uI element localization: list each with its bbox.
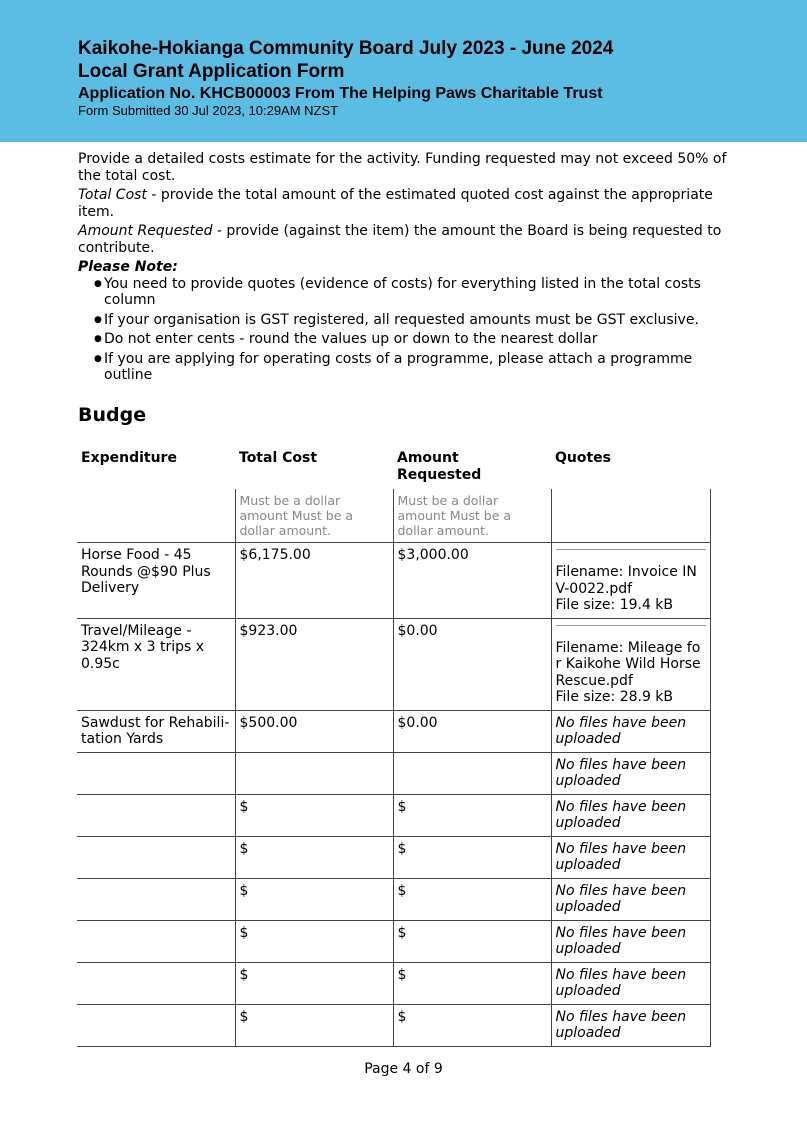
note-list (98, 276, 728, 384)
note-item: ● If your organisation is GST registered, all requested amounts must be GST exclusive. (98, 312, 728, 329)
file-name: Filename: Mileage for Kaikohe Wild Horse Rescue.pdf (555, 639, 701, 689)
total-cost-cell: $6,175.00 (235, 543, 393, 619)
amount-requested-cell (393, 752, 551, 794)
budget-heading: Budge (78, 404, 147, 426)
please-note-label: Please Note: (78, 259, 178, 275)
quotes-cell (551, 618, 710, 710)
hint-amount-requested: Must be a dollar amount Must be a dollar amount. (393, 489, 551, 543)
note-item: ● You need to provide quotes (evidence of costs) for everything listed in the total costs column (98, 276, 728, 309)
table-row (77, 794, 710, 836)
table-row (77, 752, 710, 794)
expenditure-cell (77, 1004, 235, 1046)
term-amount-requested: Amount Requested (78, 223, 213, 239)
expenditure-cell (77, 752, 235, 794)
hint-total-cost: Must be a dollar amount Must be a dollar amount. (235, 489, 393, 543)
file-name: Filename: Invoice INV-0022.pdf (555, 564, 697, 597)
column-header-expenditure: Expenditure (81, 450, 177, 466)
total-cost-cell: $ (235, 878, 393, 920)
file-size: File size: 28.9 kB (555, 689, 674, 705)
total-cost-cell: $ (235, 794, 393, 836)
table-row (77, 920, 710, 962)
expenditure-cell: Sawdust for Rehabili-tation Yards (77, 710, 235, 752)
table-row (77, 836, 710, 878)
expenditure-cell: Travel/Mileage - 324km x 3 trips x 0.95c (77, 618, 235, 710)
instruction-amount-requested (78, 223, 728, 256)
form-title-line1: Kaikohe-Hokianga Community Board July 2023 - June 2024 (78, 38, 614, 59)
amount-requested-cell: $ (393, 920, 551, 962)
uploaded-file[interactable] (556, 625, 706, 706)
term-total-cost: Total Cost (78, 187, 147, 203)
amount-requested-cell: $0.00 (393, 710, 551, 752)
amount-requested-cell: $ (393, 1004, 551, 1046)
amount-requested-cell: $0.00 (393, 618, 551, 710)
form-title-line2: Local Grant Application Form (78, 61, 345, 82)
note-item: ● If you are applying for operating costs of a programme, please attach a programme outline (98, 351, 728, 384)
expenditure-cell: Horse Food - 45 Rounds @$90 Plus Delivery (77, 543, 235, 619)
column-header-quotes: Quotes (555, 450, 612, 466)
expenditure-cell (77, 878, 235, 920)
total-cost-cell: $500.00 (235, 710, 393, 752)
total-cost-cell: $ (235, 1004, 393, 1046)
quotes-cell: No files have been uploaded (551, 836, 710, 878)
quotes-cell: No files have been uploaded (551, 794, 710, 836)
table-row (77, 710, 710, 752)
hint-row (77, 489, 710, 543)
amount-requested-cell: $ (393, 878, 551, 920)
total-cost-cell: $ (235, 962, 393, 1004)
total-cost-cell: $923.00 (235, 618, 393, 710)
column-header-total-cost: Total Cost (239, 450, 318, 466)
total-cost-cell (235, 752, 393, 794)
quotes-cell: No files have been uploaded (551, 1004, 710, 1046)
application-number: Application No. KHCB00003 From The Helping Paws Charitable Trust (78, 85, 603, 102)
instructions (78, 151, 728, 387)
instruction-paragraph: Provide a detailed costs estimate for the activity. Funding requested may not exceed 50% of the total cost. (78, 151, 727, 184)
quotes-cell: No files have been uploaded (551, 920, 710, 962)
quotes-cell: No files have been uploaded (551, 962, 710, 1004)
column-header-amount-requested: Amount Requested (397, 450, 482, 483)
total-cost-description: - provide the total amount of the estimated quoted cost against the appropriate item. (78, 187, 713, 220)
amount-requested-cell: $ (393, 836, 551, 878)
hint-cell-quotes (551, 489, 710, 543)
table-row (77, 1004, 710, 1046)
instruction-total-cost (78, 187, 728, 220)
note-item: ● Do not enter cents - round the values up or down to the nearest dollar (98, 331, 728, 348)
quotes-cell: No files have been uploaded (551, 710, 710, 752)
amount-requested-description: - provide (against the item) the amount the Board is being requested to contribute. (78, 223, 722, 256)
table-row (77, 618, 710, 710)
page-number: Page 4 of 9 (364, 1061, 443, 1077)
amount-requested-cell: $ (393, 962, 551, 1004)
form-header (0, 0, 807, 142)
expenditure-cell (77, 836, 235, 878)
table-row (77, 878, 710, 920)
budget-header-row (77, 446, 710, 489)
table-row (77, 962, 710, 1004)
file-size: File size: 19.4 kB (555, 597, 674, 613)
total-cost-cell: $ (235, 836, 393, 878)
expenditure-cell (77, 920, 235, 962)
budget-table (77, 446, 711, 1047)
submitted-timestamp: Form Submitted 30 Jul 2023, 10:29AM NZST (78, 103, 339, 118)
quotes-cell: No files have been uploaded (551, 752, 710, 794)
expenditure-cell (77, 962, 235, 1004)
uploaded-file[interactable] (556, 549, 706, 614)
hint-cell-empty (77, 489, 235, 543)
quotes-cell: No files have been uploaded (551, 878, 710, 920)
amount-requested-cell: $3,000.00 (393, 543, 551, 619)
total-cost-cell: $ (235, 920, 393, 962)
amount-requested-cell: $ (393, 794, 551, 836)
expenditure-cell (77, 794, 235, 836)
table-row (77, 543, 710, 619)
quotes-cell (551, 543, 710, 619)
